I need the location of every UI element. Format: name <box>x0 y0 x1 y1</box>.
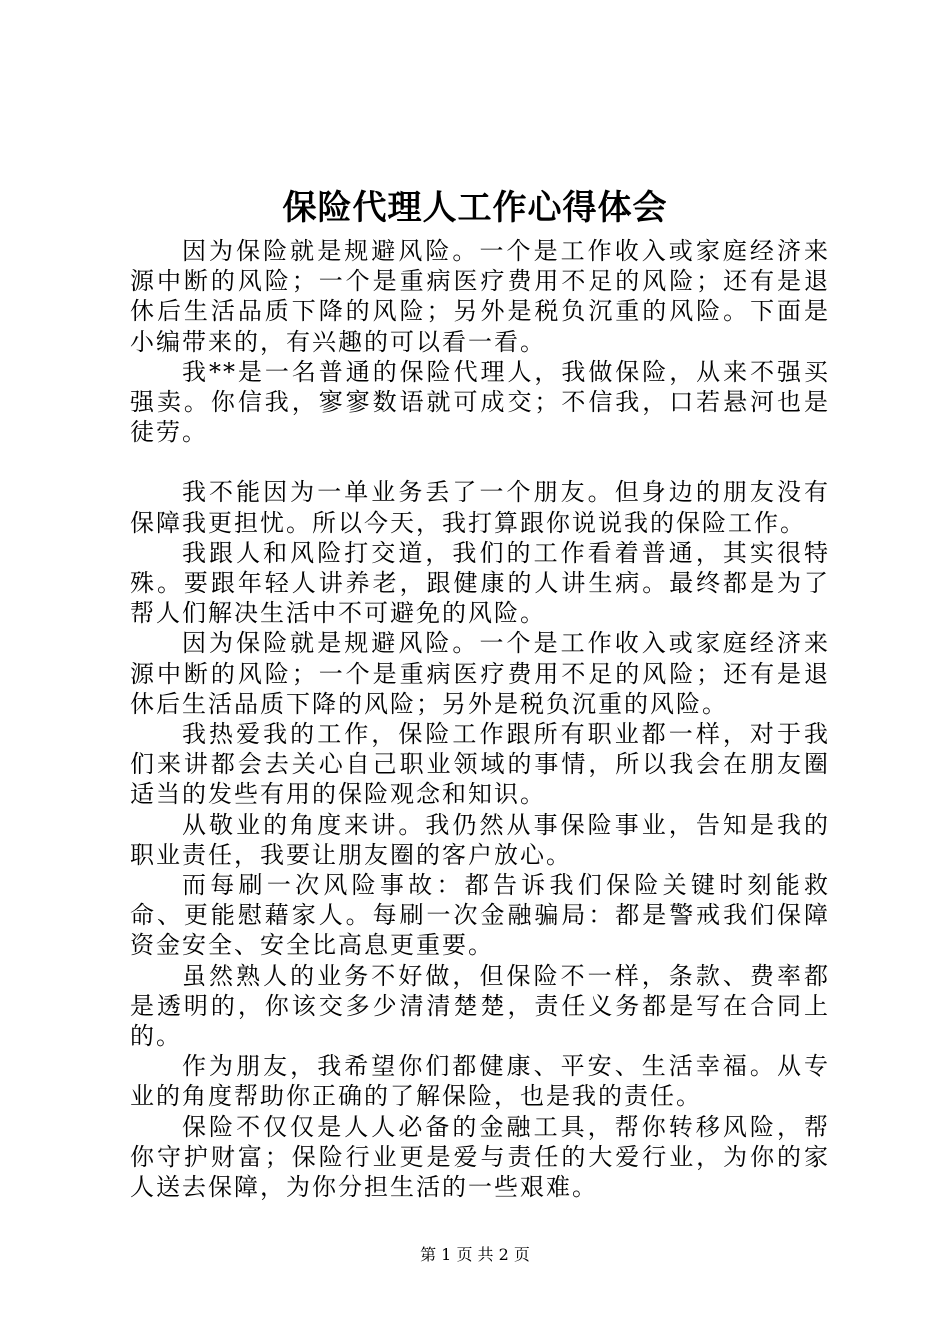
paragraph: 从敬业的角度来讲。我仍然从事保险事业，告知是我的职业责任，我要让朋友圈的客户放心。 <box>130 810 830 869</box>
paragraph-gap <box>130 447 830 477</box>
document-body <box>130 236 830 1202</box>
paragraph: 因为保险就是规避风险。一个是工作收入或家庭经济来源中断的风险；一个是重病医疗费用不足的风险；还有是退休后生活品质下降的风险；另外是税负沉重的风险。 <box>130 629 830 718</box>
paragraph: 因为保险就是规避风险。一个是工作收入或家庭经济来源中断的风险；一个是重病医疗费用不足的风险；还有是退休后生活品质下降的风险；另外是税负沉重的风险。下面是小编带来的，有兴趣的可以看一看。 <box>130 237 830 356</box>
paragraph: 我热爱我的工作，保险工作跟所有职业都一样，对于我们来讲都会去关心自己职业领域的事情，所以我会在朋友圈适当的发些有用的保险观念和知识。 <box>130 720 830 809</box>
paragraph: 我不能因为一单业务丢了一个朋友。但身边的朋友没有保障我更担忧。所以今天，我打算跟你说说我的保险工作。 <box>130 478 830 537</box>
document-title: 保险代理人工作心得体会 <box>282 188 668 228</box>
paragraph: 保险不仅仅是人人必备的金融工具，帮你转移风险，帮你守护财富；保险行业更是爱与责任的大爱行业，为你的家人送去保障，为你分担生活的一些艰难。 <box>130 1112 830 1202</box>
paragraph: 虽然熟人的业务不好做，但保险不一样，条款、费率都是透明的，你该交多少清清楚楚，责任义务都是写在合同上的。 <box>130 961 830 1051</box>
paragraph: 我跟人和风险打交道，我们的工作看着普通，其实很特殊。要跟年轻人讲养老，跟健康的人讲生病。最终都是为了帮人们解决生活中不可避免的风险。 <box>130 538 830 628</box>
paragraph: 我**是一名普通的保险代理人，我做保险，从来不强买强卖。你信我，寥寥数语就可成交；不信我，口若悬河也是徒劳。 <box>130 357 830 447</box>
page-footer: 第 1 页 共 2 页 <box>420 1245 530 1264</box>
paragraph: 而每刷一次风险事故：都告诉我们保险关键时刻能救命、更能慰藉家人。每刷一次金融骗局：都是警戒我们保障资金安全、安全比高息更重要。 <box>130 871 830 960</box>
paragraph: 作为朋友，我希望你们都健康、平安、生活幸福。从专业的角度帮助你正确的了解保险，也是我的责任。 <box>130 1052 830 1111</box>
